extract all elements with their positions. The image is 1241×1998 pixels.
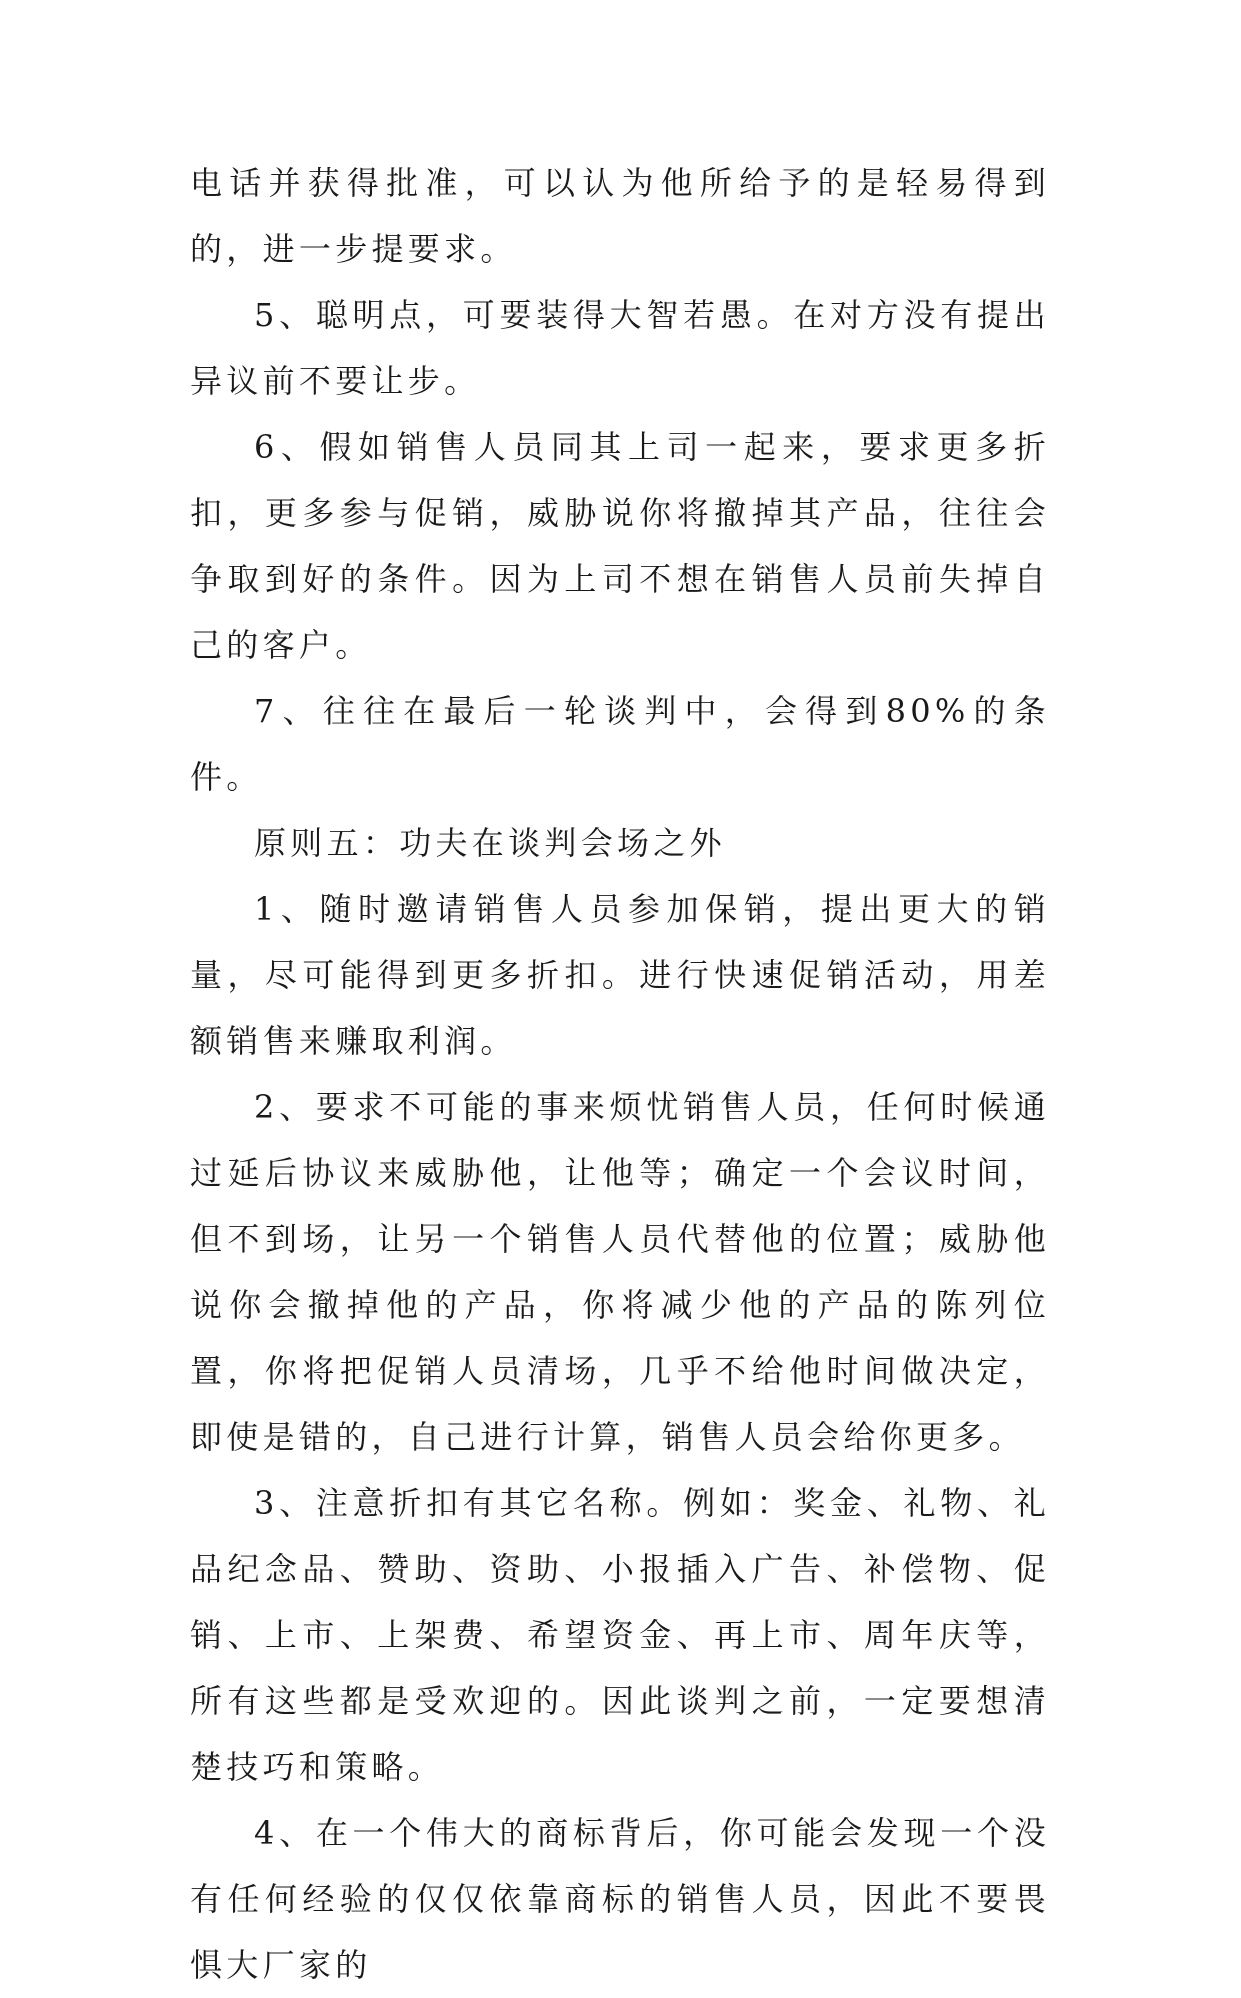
paragraph-item-5: 5、聪明点，可要装得大智若愚。在对方没有提出异议前不要让步。 — [190, 296, 1050, 400]
paragraph-item-7: 7、往往在最后一轮谈判中，会得到80%的条件。 — [190, 692, 1050, 796]
paragraph-item-4: 4、在一个伟大的商标背后，你可能会发现一个没有任何经验的仅仅依靠商标的销售人员，因此不要畏惧大厂家的 — [190, 1814, 1050, 1984]
document-body — [190, 150, 1050, 1998]
section-heading-principle-five: 原则五：功夫在谈判会场之外 — [254, 824, 726, 862]
paragraph-continuation: 电话并获得批准，可以认为他所给予的是轻易得到的，进一步提要求。 — [190, 164, 1050, 268]
paragraph-item-2: 2、要求不可能的事来烦忧销售人员，任何时候通过延后协议来威胁他，让他等；确定一个会议时间，但不到场，让另一个销售人员代替他的位置；威胁他说你会撤掉他的产品，你将减少他的产品的陈列位置，你将把促销人员清场，几乎不给他时间做决定，即使是错的，自己进行计算，销售人员会给你更多。 — [190, 1088, 1050, 1456]
paragraph-item-3: 3、注意折扣有其它名称。例如：奖金、礼物、礼品纪念品、赞助、资助、小报插入广告、补偿物、促销、上市、上架费、希望资金、再上市、周年庆等，所有这些都是受欢迎的。因此谈判之前，一定要想清楚技巧和策略。 — [190, 1484, 1050, 1786]
paragraph-item-6: 6、假如销售人员同其上司一起来，要求更多折扣，更多参与促销，威胁说你将撤掉其产品，往往会争取到好的条件。因为上司不想在销售人员前失掉自己的客户。 — [190, 428, 1050, 664]
paragraph-item-1: 1、随时邀请销售人员参加保销，提出更大的销量，尽可能得到更多折扣。进行快速促销活动，用差额销售来赚取利润。 — [190, 890, 1050, 1060]
